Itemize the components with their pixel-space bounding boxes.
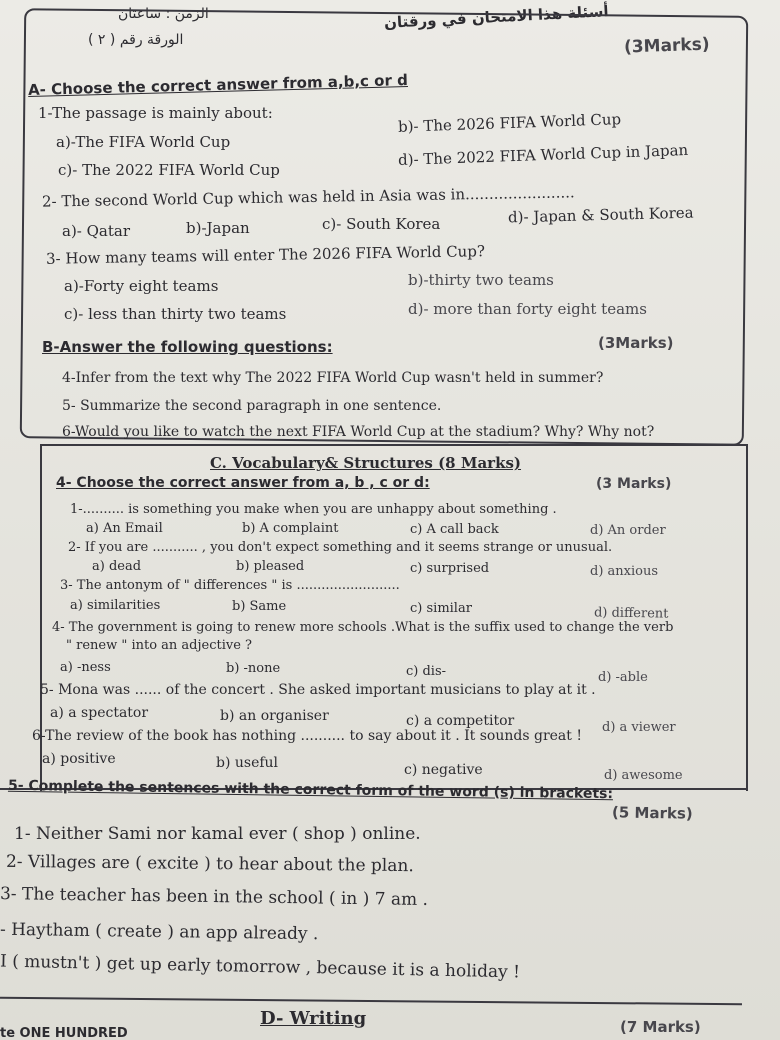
c-q1: 1-.......... is something you make when you are unhappy about something . <box>70 502 557 517</box>
c-q5-option-a: a) a spectator <box>50 705 149 721</box>
c-q5: 5- Mona was ...... of the concert . She asked important musicians to play at it . <box>40 682 596 698</box>
section-5-marks: (5 Marks) <box>611 803 693 823</box>
c-q2-option-c: c) surprised <box>410 561 490 576</box>
a-q3-option-d: d)- more than forty eight teams <box>408 300 647 318</box>
a-q3-option-b: b)-thirty two teams <box>408 271 554 289</box>
section-c-title: C. Vocabulary& Structures (8 Marks) <box>210 454 522 472</box>
section-5-item-3: 3- The teacher has been in the school ( in ) 7 am . <box>0 884 429 910</box>
c-q6-option-c: c) negative <box>404 762 483 778</box>
c-q6: 6-The review of the book has nothing .......... to say about it . It sounds great ! <box>32 728 582 744</box>
section-5-item-2: 2- Villages are ( excite ) to hear about the plan. <box>5 851 414 877</box>
c-q5-option-d: d) a viewer <box>602 720 676 735</box>
c-q3: 3- The antonym of " differences " is ......................... <box>60 578 400 593</box>
c-q3-option-a: a) similarities <box>70 598 161 613</box>
a-q2: 2- The second World Cup which was held in Asia was in....................... <box>41 183 575 211</box>
c-q1-option-d: d) An order <box>590 523 666 538</box>
c-q6-option-d: d) awesome <box>604 768 683 783</box>
a-q2-option-a: a)- Qatar <box>62 222 131 240</box>
section-a-title: A- Choose the correct answer from a,b,c or d <box>27 71 409 99</box>
a-q2-option-c: c)- South Korea <box>322 215 441 233</box>
a-q1-option-c: c)- The 2022 FIFA World Cup <box>58 161 280 179</box>
c-q4-option-c: c) dis- <box>406 664 447 679</box>
section-b-title: B-Answer the following questions: <box>42 338 333 356</box>
a-q2-option-b: b)-Japan <box>186 219 250 237</box>
c-q3-option-c: c) similar <box>410 601 472 616</box>
section-5-title: 5- Complete the sentences with the correct form of the word (s) in brackets: <box>7 777 614 803</box>
a-q3: 3- How many teams will enter The 2026 FIFA World Cup? <box>45 242 486 268</box>
section-c-sub-title: 4- Choose the correct answer from a, b , c or d: <box>56 475 430 491</box>
c-q3-option-b: b) Same <box>232 599 287 614</box>
a-q3-option-c: c)- less than thirty two teams <box>64 305 287 323</box>
section-d-title: D- Writing <box>260 1008 367 1029</box>
a-q1-option-b: b)- The 2026 FIFA World Cup <box>397 110 622 136</box>
header-paper-number: الورقة رقم ( ٢ ) <box>88 32 184 48</box>
c-q6-option-b: b) useful <box>216 755 279 771</box>
section-b-marks: (3Marks) <box>598 334 674 352</box>
c-q4-option-d: d) -able <box>598 670 648 685</box>
b-q6: 6-Would you like to watch the next FIFA World Cup at the stadium? Why? Why not? <box>62 424 655 440</box>
section-c-sub-marks: (3 Marks) <box>596 476 672 492</box>
a-q2-option-d: d)- Japan & South Korea <box>507 203 694 227</box>
b-q5: 5- Summarize the second paragraph in one sentence. <box>62 398 442 414</box>
c-q4: 4- The government is going to renew more schools .What is the suffix used to change the verb <box>52 620 674 635</box>
c-q6-option-a: a) positive <box>42 751 116 767</box>
section-5-item-1: 1- Neither Sami nor kamal ever ( shop ) online. <box>14 824 421 844</box>
divider-d <box>0 997 742 1005</box>
a-q1-option-a: a)-The FIFA World Cup <box>56 133 231 151</box>
c-q2-option-d: d) anxious <box>590 564 659 579</box>
c-q1-option-b: b) A complaint <box>242 521 339 536</box>
c-q4-line2: " renew " into an adjective ? <box>66 638 253 653</box>
section-5-item-4: - Haytham ( create ) an app already . <box>0 919 319 945</box>
section-d-marks: (7 Marks) <box>620 1018 701 1036</box>
c-q5-option-b: b) an organiser <box>220 708 329 724</box>
c-q2-option-b: b) pleased <box>236 559 305 574</box>
c-q2-option-a: a) dead <box>92 559 142 574</box>
header-time: الزمن : ساعتان <box>118 6 209 22</box>
c-q5-option-c: c) a competitor <box>406 713 515 729</box>
a-q1-option-d: d)- The 2022 FIFA World Cup in Japan <box>397 140 689 170</box>
a-q1: 1-The passage is mainly about: <box>38 104 273 122</box>
c-q3-option-d: d) different <box>593 605 669 622</box>
header-title: أسئلة هذا الامتحان في ورقتان <box>383 2 609 32</box>
a-q3-option-a: a)-Forty eight teams <box>64 277 219 295</box>
c-q1-option-a: a) An Email <box>86 521 163 536</box>
section-5-item-5: I ( mustn't ) get up early tomorrow , because it is a holiday ! <box>0 951 521 983</box>
c-q4-option-b: b) -none <box>226 661 281 676</box>
c-q4-option-a: a) -ness <box>60 660 111 675</box>
c-q1-option-c: c) A call back <box>410 522 499 537</box>
c-q2: 2- If you are ........... , you don't expect something and it seems strange or unusual. <box>68 540 613 555</box>
bottom-left-text: te ONE HUNDRED <box>0 1026 128 1040</box>
b-q4: 4-Infer from the text why The 2022 FIFA World Cup wasn't held in summer? <box>62 370 604 386</box>
section-a-marks: (3Marks) <box>623 34 710 58</box>
